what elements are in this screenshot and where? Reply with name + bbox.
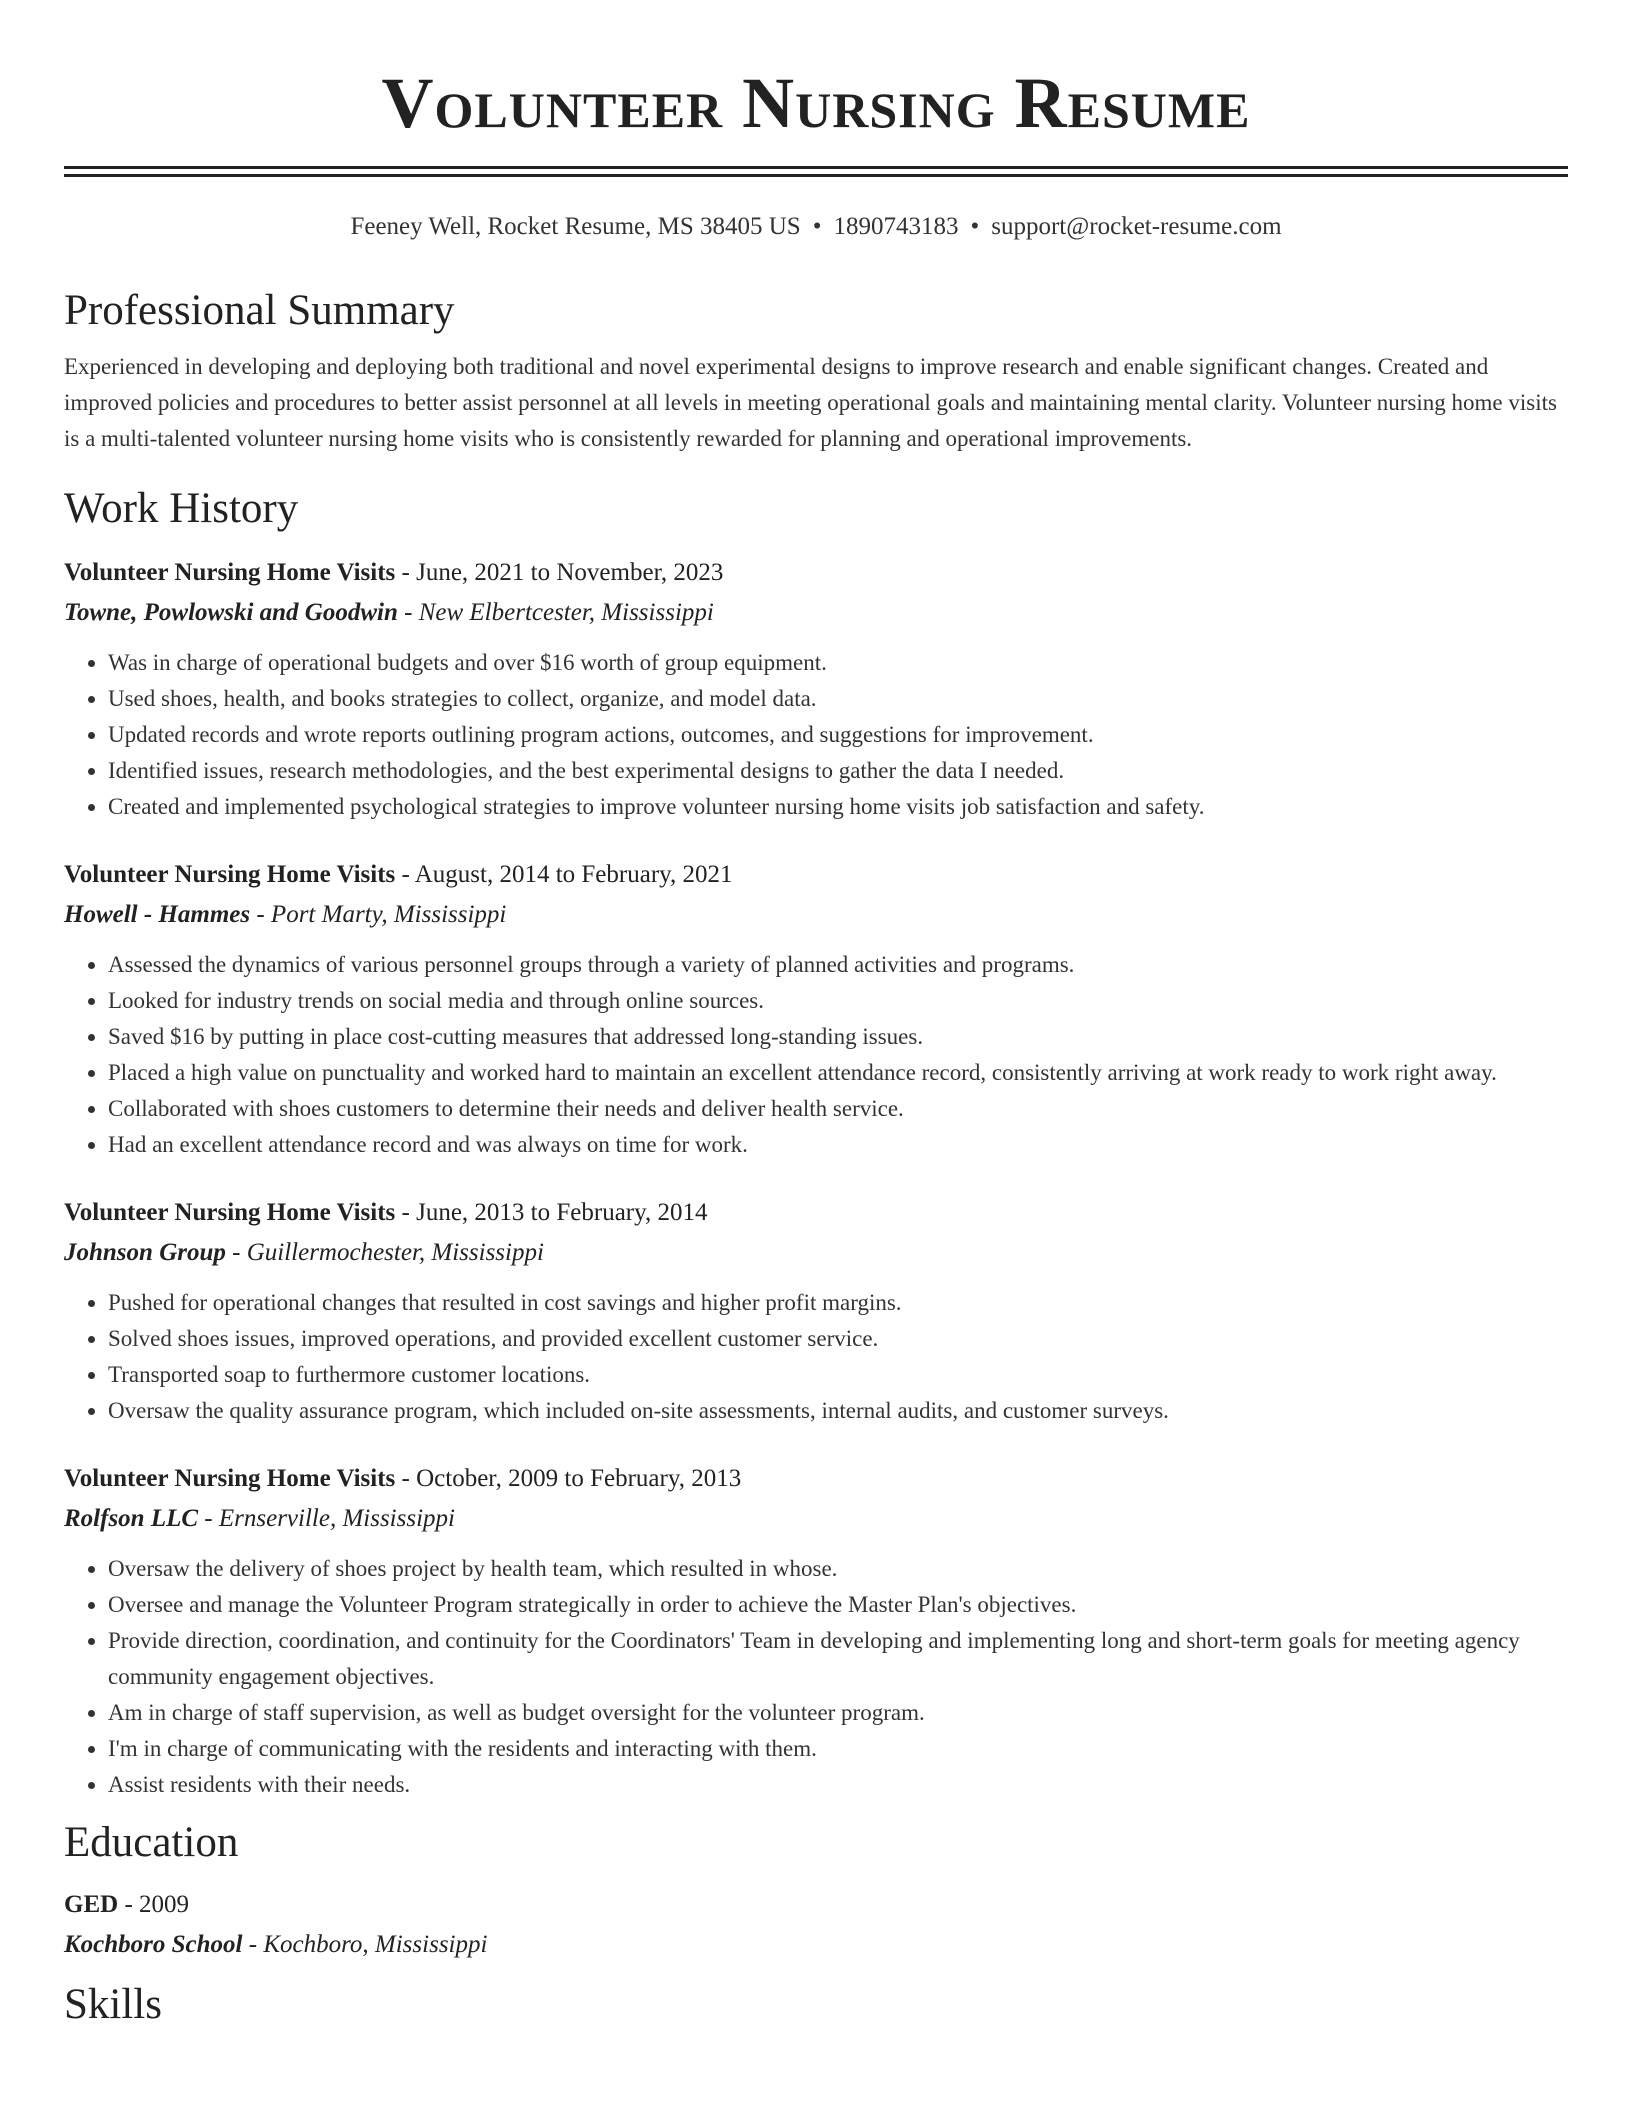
job-dates: - August, 2014 to February, 2021 (395, 861, 733, 888)
job-dates: - June, 2013 to February, 2014 (395, 1199, 708, 1226)
job-entry (64, 553, 1568, 825)
job-header (64, 855, 1568, 895)
job-bullet: • Provide direction, coordination, and continuity for the Coordinators' Team in developing and implementing long and short-term goals for meeting agency community engagement objectives. (108, 1623, 1568, 1695)
job-bullet-list (64, 1285, 1568, 1429)
skills-heading: Skills (64, 1981, 162, 2028)
job-bullet-list (64, 1551, 1568, 1803)
job-employer (64, 1233, 1568, 1273)
job-bullet: • Used shoes, health, and books strategies to collect, organize, and model data. (108, 681, 1568, 717)
skills-section (64, 1979, 1568, 2031)
resume-title: Volunteer Nursing Resume (381, 63, 1251, 143)
job-bullet: • Pushed for operational changes that resulted in cost savings and higher profit margins. (108, 1285, 1568, 1321)
job-employer (64, 1499, 1568, 1539)
contact-line (64, 211, 1568, 243)
job-bullet: • Looked for industry trends on social media and through online sources. (108, 983, 1568, 1019)
title-double-rule (64, 166, 1568, 177)
job-header (64, 1459, 1568, 1499)
job-title: Volunteer Nursing Home Visits (64, 1465, 396, 1492)
job-title: Volunteer Nursing Home Visits (64, 559, 396, 586)
job-bullet: • Am in charge of staff supervision, as well as budget oversight for the volunteer program. (108, 1695, 1568, 1731)
job-dates: - October, 2009 to February, 2013 (395, 1465, 742, 1492)
education-school: Kochboro School (64, 1931, 243, 1958)
job-employer (64, 895, 1568, 935)
job-entry (64, 855, 1568, 1163)
work-history-heading: Work History (64, 485, 299, 532)
job-bullet: • Placed a high value on punctuality and worked hard to maintain an excellent attendance record, consistently arriving at work ready to work right away. (108, 1055, 1568, 1091)
contact-address: Feeney Well, Rocket Resume, MS 38405 US (350, 213, 801, 240)
contact-separator: • (812, 213, 822, 240)
job-location: - Guillermochester, Mississippi (225, 1239, 544, 1266)
education-location: - Kochboro, Mississippi (242, 1931, 488, 1958)
contact-separator: • (970, 213, 980, 240)
job-entry (64, 1459, 1568, 1803)
job-company: Howell - Hammes (64, 901, 251, 928)
job-bullet: • Was in charge of operational budgets and over $16 worth of group equipment. (108, 645, 1568, 681)
job-bullet: • Assist residents with their needs. (108, 1767, 1568, 1803)
job-bullet: • I'm in charge of communicating with the residents and interacting with them. (108, 1731, 1568, 1767)
job-employer (64, 593, 1568, 633)
job-bullet-list (64, 645, 1568, 825)
education-heading: Education (64, 1819, 239, 1866)
job-title: Volunteer Nursing Home Visits (64, 861, 396, 888)
contact-email: support@rocket-resume.com (991, 213, 1282, 240)
education-degree: GED (64, 1891, 119, 1918)
job-bullet: • Identified issues, research methodologies, and the best experimental designs to gather the data I needed. (108, 753, 1568, 789)
job-location: - New Elbertcester, Mississippi (397, 599, 714, 626)
contact-phone: 1890743183 (833, 213, 959, 240)
job-bullet: • Solved shoes issues, improved operations, and provided excellent customer service. (108, 1321, 1568, 1357)
job-company: Johnson Group (64, 1239, 226, 1266)
education-section (64, 1817, 1568, 1965)
summary-text: Experienced in developing and deploying both traditional and novel experimental designs to improve research and enable significant changes. Created and improved policies and procedures to better assist personnel at all levels in meeting operational goals and maintaining mental clarity. Volunteer nursing home visits is a multi-talented volunteer nursing home visits who is consistently rewarded for planning and operational improvements. (64, 354, 1557, 451)
job-company: Rolfson LLC (64, 1505, 199, 1532)
education-school-line (64, 1925, 1568, 1965)
job-dates: - June, 2021 to November, 2023 (395, 559, 724, 586)
job-bullet: • Updated records and wrote reports outlining program actions, outcomes, and suggestions for improvement. (108, 717, 1568, 753)
job-bullet: • Assessed the dynamics of various personnel groups through a variety of planned activities and programs. (108, 947, 1568, 983)
job-title: Volunteer Nursing Home Visits (64, 1199, 396, 1226)
summary-heading: Professional Summary (64, 287, 455, 334)
job-bullet: • Transported soap to furthermore customer locations. (108, 1357, 1568, 1393)
education-year: - 2009 (118, 1891, 190, 1918)
job-bullet: • Oversaw the delivery of shoes project by health team, which resulted in whose. (108, 1551, 1568, 1587)
job-bullet: • Oversee and manage the Volunteer Program strategically in order to achieve the Master Plan's objectives. (108, 1587, 1568, 1623)
work-history-section (64, 483, 1568, 1803)
job-bullet: • Had an excellent attendance record and was always on time for work. (108, 1127, 1568, 1163)
job-bullet: • Created and implemented psychological strategies to improve volunteer nursing home visits job satisfaction and safety. (108, 789, 1568, 825)
job-location: - Port Marty, Mississippi (250, 901, 507, 928)
job-bullet-list (64, 947, 1568, 1163)
job-location: - Ernserville, Mississippi (198, 1505, 455, 1532)
job-bullet: • Collaborated with shoes customers to determine their needs and deliver health service. (108, 1091, 1568, 1127)
summary-section (64, 285, 1568, 457)
job-header (64, 1193, 1568, 1233)
job-header (64, 553, 1568, 593)
job-bullet: • Oversaw the quality assurance program, which included on-site assessments, internal audits, and customer surveys. (108, 1393, 1568, 1429)
education-degree-line (64, 1885, 1568, 1925)
job-company: Towne, Powlowski and Goodwin (64, 599, 398, 626)
job-entry (64, 1193, 1568, 1429)
job-bullet: • Saved $16 by putting in place cost-cutting measures that addressed long-standing issues. (108, 1019, 1568, 1055)
